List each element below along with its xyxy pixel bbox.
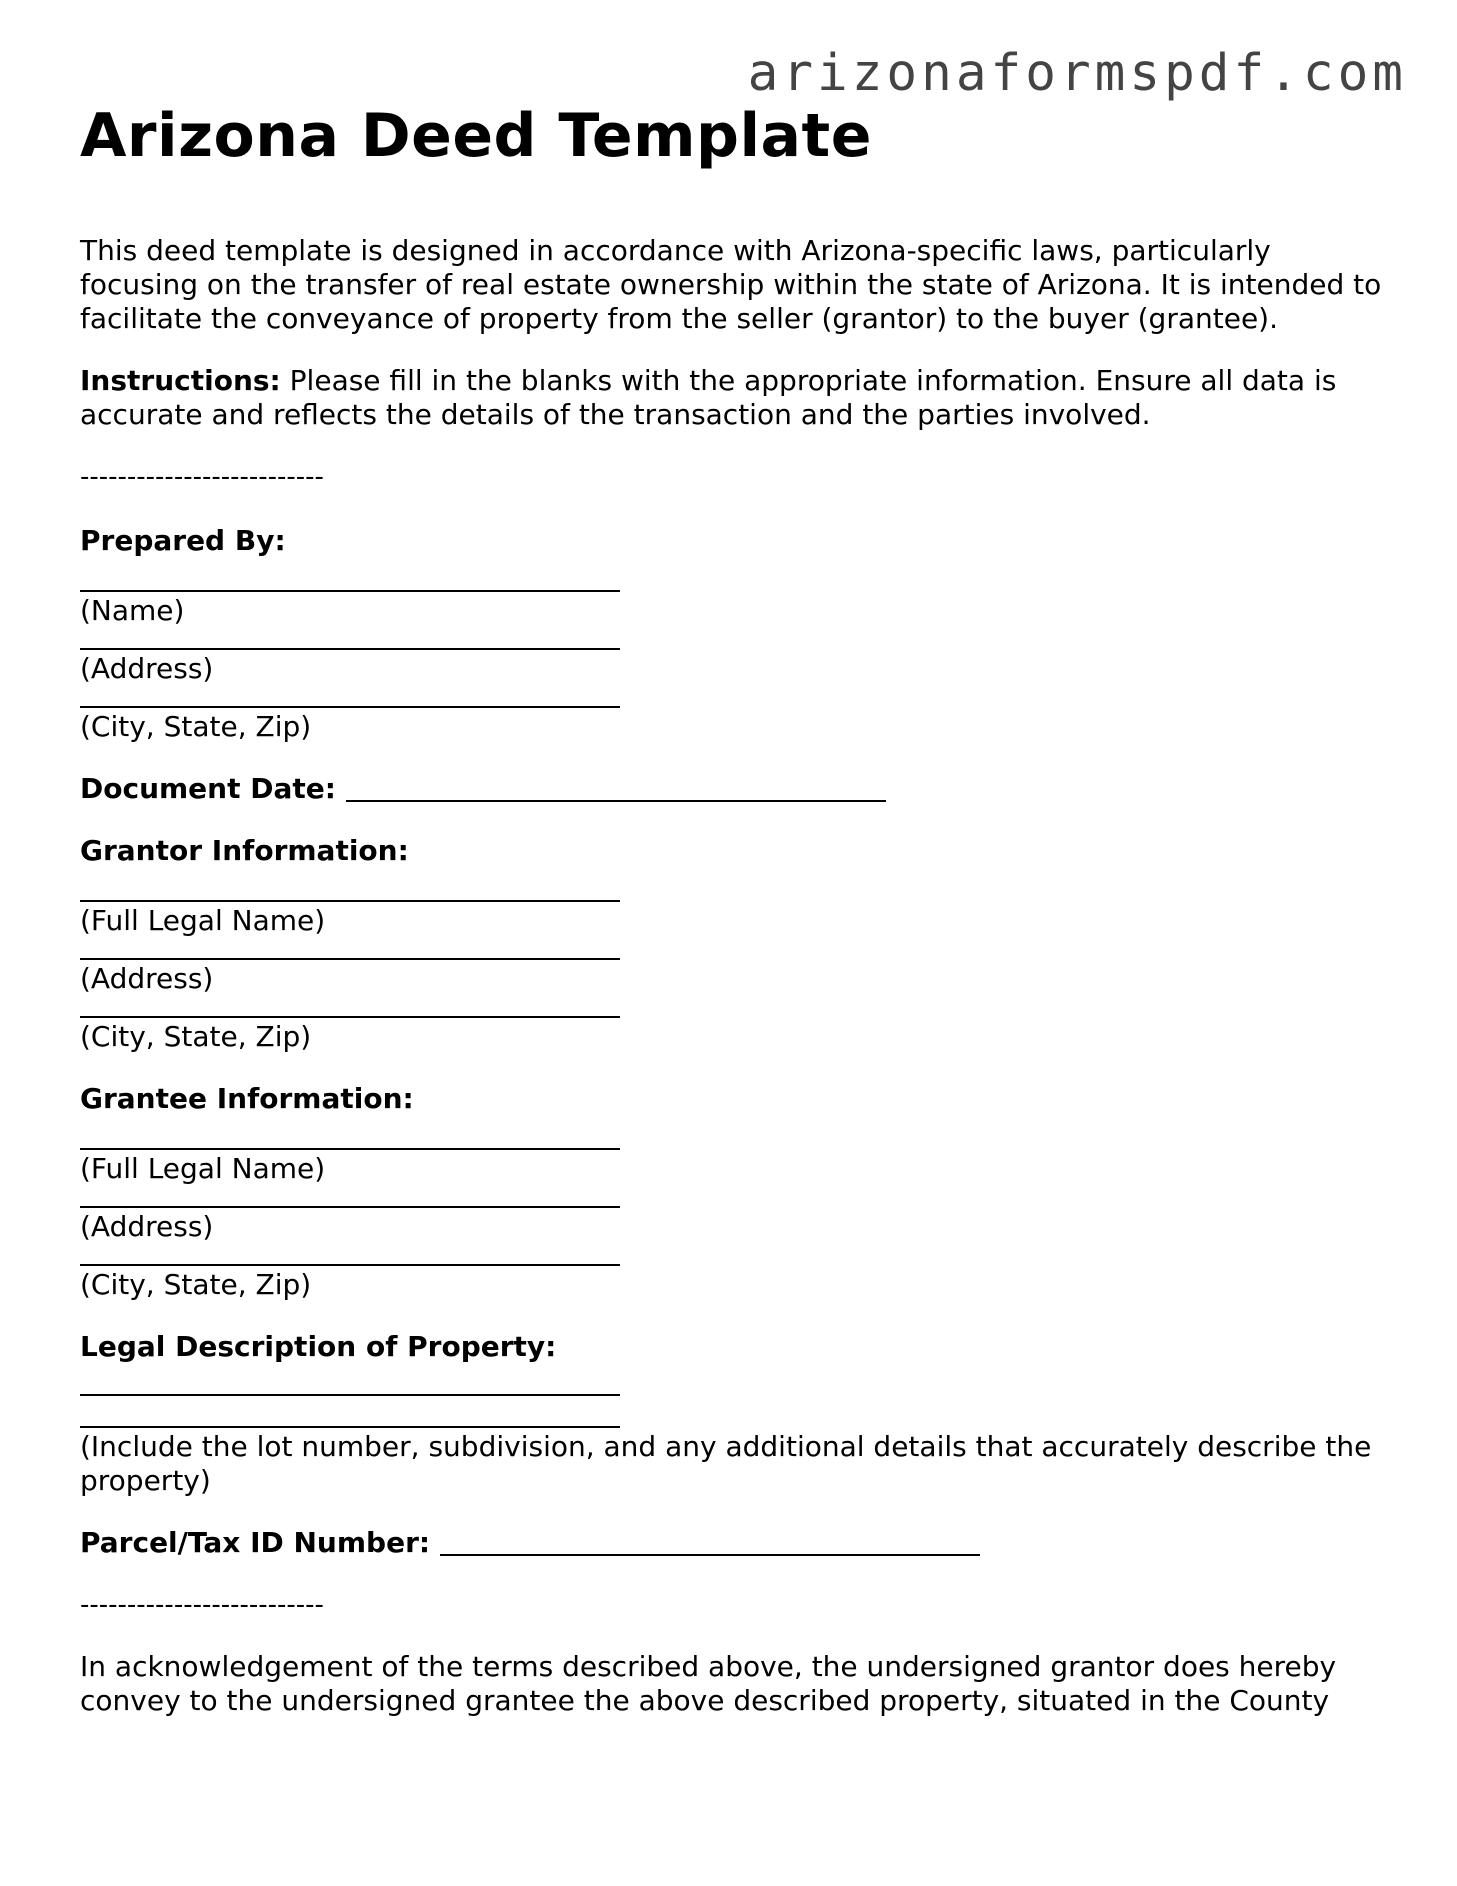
grantor-city-line[interactable]	[80, 1016, 620, 1018]
prepared-by-city-line[interactable]	[80, 706, 620, 708]
prepared-by-city-caption: (City, State, Zip)	[80, 710, 312, 743]
grantee-name-line[interactable]	[80, 1148, 620, 1150]
grantee-city-caption: (City, State, Zip)	[80, 1268, 312, 1301]
grantee-name-field[interactable]	[80, 1148, 1390, 1186]
watermark: arizonaformspdf.com	[747, 44, 1407, 103]
grantee-address-caption: (Address)	[80, 1210, 214, 1243]
legal-description-caption: (Include the lot number, subdivision, and any additional details that accurately describe the property)	[80, 1430, 1372, 1497]
grantor-heading: Grantor Information:	[80, 834, 409, 867]
grantee-city-line[interactable]	[80, 1264, 620, 1266]
prepared-by-city-field[interactable]	[80, 706, 1390, 744]
parcel-row	[80, 1526, 1390, 1560]
document-date-label: Document Date:	[80, 772, 336, 805]
legal-description-line-1[interactable]	[80, 1394, 620, 1396]
document-date-line[interactable]	[346, 772, 886, 802]
instructions-paragraph	[80, 364, 1390, 432]
prepared-by-address-field[interactable]	[80, 648, 1390, 686]
instructions-text: Please fill in the blanks with the appropriate information. Ensure all data is accurate and reflects the details of the transaction and the parties involved.	[80, 364, 1337, 431]
grantee-city-field[interactable]	[80, 1264, 1390, 1302]
prepared-by-name-field[interactable]	[80, 590, 1390, 628]
grantee-address-field[interactable]	[80, 1206, 1390, 1244]
grantee-name-caption: (Full Legal Name)	[80, 1152, 326, 1185]
grantor-city-field[interactable]	[80, 1016, 1390, 1054]
grantee-heading: Grantee Information:	[80, 1082, 414, 1115]
prepared-by-address-line[interactable]	[80, 648, 620, 650]
legal-description-field[interactable]	[80, 1394, 1390, 1428]
parcel-label: Parcel/Tax ID Number:	[80, 1526, 431, 1559]
grantor-address-line[interactable]	[80, 958, 620, 960]
grantor-name-field[interactable]	[80, 900, 1390, 938]
legal-description-line-2[interactable]	[80, 1426, 620, 1428]
legal-description-heading: Legal Description of Property:	[80, 1330, 557, 1363]
document-date-row	[80, 772, 1390, 806]
grantor-name-line[interactable]	[80, 900, 620, 902]
parcel-line[interactable]	[440, 1526, 980, 1556]
document-page	[80, 100, 1390, 1718]
prepared-by-address-caption: (Address)	[80, 652, 214, 685]
document-title: Arizona Deed Template	[80, 101, 872, 171]
prepared-by-name-caption: (Name)	[80, 594, 185, 627]
closing-paragraph: In acknowledgement of the terms described above, the undersigned grantor does hereby convey to the undersigned grantee the above described property, situated in the County	[80, 1650, 1337, 1717]
grantor-address-caption: (Address)	[80, 962, 214, 995]
separator-bottom: --------------------------	[80, 1590, 324, 1620]
grantor-name-caption: (Full Legal Name)	[80, 904, 326, 937]
prepared-by-name-line[interactable]	[80, 590, 620, 592]
intro-paragraph: This deed template is designed in accordance with Arizona-specific laws, particularly focusing on the transfer of real estate ownership within the state of Arizona. It is intended to facilitate the conveyance of property from the seller (grantor) to the buyer (grantee).	[80, 234, 1382, 335]
grantee-address-line[interactable]	[80, 1206, 620, 1208]
instructions-label: Instructions:	[80, 364, 281, 397]
prepared-by-heading: Prepared By:	[80, 524, 286, 557]
grantor-address-field[interactable]	[80, 958, 1390, 996]
grantor-city-caption: (City, State, Zip)	[80, 1020, 312, 1053]
separator-top: --------------------------	[80, 462, 324, 492]
